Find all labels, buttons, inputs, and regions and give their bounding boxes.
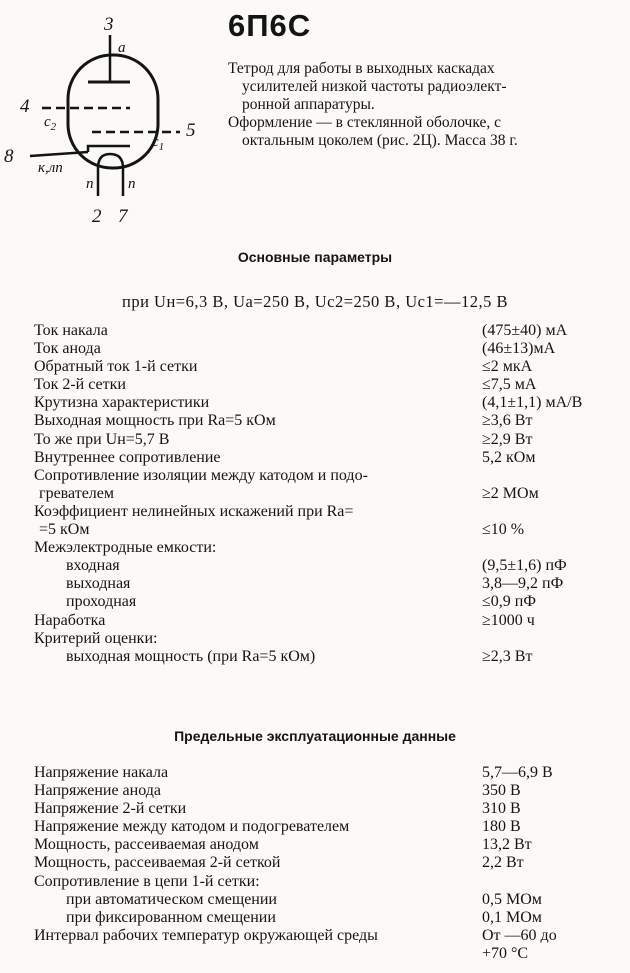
pin-cathode-number: 8 <box>4 146 14 167</box>
parameter-name: Обратный ток 1-й сетки <box>34 358 198 376</box>
parameter-row <box>34 945 604 963</box>
parameter-row <box>34 557 604 575</box>
parameter-row <box>34 521 604 539</box>
parameter-name: Ток накала <box>34 322 108 339</box>
parameter-value: ≤0,9 пФ <box>482 593 536 611</box>
parameter-name: Ток анода <box>34 340 101 358</box>
pin-g2-number: 4 <box>20 96 30 117</box>
description-line: ронной аппаратуры. <box>242 96 375 113</box>
parameter-value: 0,1 МОм <box>482 908 542 926</box>
parameter-name: Наработка <box>34 611 106 629</box>
parameter-row <box>34 836 604 854</box>
parameter-value: 5,7—6,9 В <box>482 764 553 781</box>
parameter-row <box>34 873 604 891</box>
parameter-value: 5,2 кОм <box>482 448 536 466</box>
parameter-value: ≤10 % <box>482 521 525 539</box>
parameter-value: 2,2 Вт <box>482 854 524 872</box>
limits-heading: Предельные эксплуатационные данные <box>174 728 456 744</box>
parameter-row <box>34 539 604 557</box>
parameter-row <box>34 818 604 836</box>
parameter-name: проходная <box>66 593 137 611</box>
parameter-value: 350 В <box>482 782 521 800</box>
parameter-name: Интервал рабочих температур окружающей среды <box>34 926 378 944</box>
parameter-name: Межэлектродные емкости: <box>34 539 217 557</box>
parameter-row <box>34 485 604 503</box>
parameter-row <box>34 358 604 376</box>
g2-label: $c_2$ <box>44 114 57 133</box>
parameter-row <box>34 340 604 358</box>
parameter-value: +70 °С <box>482 944 529 962</box>
parameter-value: 3,8—9,2 пФ <box>482 575 564 593</box>
parameter-value: (9,5±1,6) пФ <box>482 557 567 575</box>
parameter-name: Напряжение анода <box>34 782 161 800</box>
parameter-row <box>34 648 604 666</box>
heater-left-label: п <box>86 176 94 192</box>
parameter-row <box>34 503 604 521</box>
parameter-name: выходная <box>66 575 131 593</box>
pin-g1-number: 5 <box>186 120 196 141</box>
parameter-row <box>34 376 604 394</box>
parameter-name: Напряжение 2-й сетки <box>34 800 187 818</box>
parameter-value: 0,5 МОм <box>482 890 542 908</box>
parameter-value: ≥2 МОм <box>482 484 539 502</box>
parameter-value: 13,2 Вт <box>482 836 532 854</box>
pin-anode-number: 3 <box>104 14 114 35</box>
main-parameters-list <box>34 322 604 666</box>
parameter-row <box>34 891 604 909</box>
parameter-name: Мощность, рассеиваемая анодом <box>34 836 259 854</box>
tetrode-schematic <box>0 0 220 235</box>
parameter-row <box>34 909 604 927</box>
parameter-value: 180 В <box>482 818 521 836</box>
parameter-row <box>34 467 604 485</box>
heater-right-label: п <box>128 176 136 192</box>
parameter-value: ≤2 мкА <box>482 358 533 376</box>
parameter-name: выходная мощность (при Rа=5 кОм) <box>66 647 316 665</box>
parameter-name: Напряжение накала <box>34 764 169 781</box>
parameter-row <box>34 322 604 340</box>
parameter-value: ≤7,5 мА <box>482 376 537 394</box>
parameter-row <box>34 612 604 630</box>
parameter-name: =5 кОм <box>39 521 90 539</box>
parameter-value: 310 В <box>482 800 521 818</box>
parameter-name: гревателем <box>39 484 114 502</box>
parameter-name: Ток 2-й сетки <box>34 376 126 394</box>
parameter-value: От —60 до <box>482 926 557 944</box>
parameter-name: Сопротивление изоляции между катодом и подо- <box>34 466 368 484</box>
parameter-name: Коэффициент нелинейных искажений при Rа= <box>34 502 354 520</box>
pin-heater-right-number: 7 <box>118 206 128 227</box>
parameter-row <box>34 431 604 449</box>
parameter-row <box>34 630 604 648</box>
g1-label: $c_1$ <box>152 134 165 153</box>
parameter-name: Внутреннее сопротивление <box>34 448 221 466</box>
parameter-value: (475±40) мА <box>482 322 568 339</box>
parameter-value: ≥1000 ч <box>482 611 535 629</box>
description-line: октальным цоколем (рис. 2Ц). Масса 38 г. <box>242 132 518 149</box>
cathode <box>88 146 130 152</box>
tube-description <box>228 60 608 150</box>
parameter-value: ≥2,9 Вт <box>482 430 533 448</box>
description-line: усилителей низкой частоты радиоэлект- <box>242 78 507 95</box>
parameter-row <box>34 800 604 818</box>
main-parameters-heading: Основные параметры <box>237 249 393 265</box>
description-line: Оформление — в стеклянной оболочке, с <box>228 114 501 131</box>
parameter-name: входная <box>66 557 120 575</box>
limits-list <box>34 764 604 963</box>
description-line: Тетрод для работы в выходных каскадах <box>228 60 495 77</box>
parameter-row <box>34 927 604 945</box>
parameter-row <box>34 782 604 800</box>
measurement-conditions: при Uн=6,3 В, Uа=250 В, Uс2=250 В, Uс1=—12,5 В <box>122 292 508 311</box>
parameter-row <box>34 412 604 430</box>
parameter-value: ≥3,6 Вт <box>482 412 533 430</box>
parameter-name: Крутизна характеристики <box>34 394 210 412</box>
parameter-row <box>34 764 604 782</box>
parameter-name: То же при Uн=5,7 В <box>34 430 170 448</box>
parameter-row <box>34 449 604 467</box>
parameter-name: при автоматическом смещении <box>66 890 277 908</box>
parameter-name: при фиксированном смещении <box>66 908 276 926</box>
parameter-name: Выходная мощность при Rа=5 кОм <box>34 412 276 430</box>
heater-filament <box>98 154 123 196</box>
tube-type-title: 6П6С <box>228 8 312 43</box>
parameter-name: Напряжение между катодом и подогревателем <box>34 818 350 836</box>
parameter-name: Критерий оценки: <box>34 629 158 647</box>
parameter-value: (4,1±1,1) мА/В <box>482 394 583 412</box>
parameter-value: ≥2,3 Вт <box>482 647 533 665</box>
pin-heater-left-number: 2 <box>92 206 102 227</box>
anode-label: a <box>118 40 126 56</box>
cathode-label: к,лп <box>38 160 63 176</box>
tube-envelope <box>68 55 158 168</box>
parameter-name: Мощность, рассеиваемая 2-й сеткой <box>34 854 281 872</box>
parameter-row <box>34 854 604 872</box>
parameter-value: (46±13)мА <box>482 340 556 358</box>
parameter-name: Сопротивление в цепи 1-й сетки: <box>34 872 260 890</box>
parameter-row <box>34 575 604 593</box>
parameter-row <box>34 394 604 412</box>
parameter-row <box>34 593 604 611</box>
